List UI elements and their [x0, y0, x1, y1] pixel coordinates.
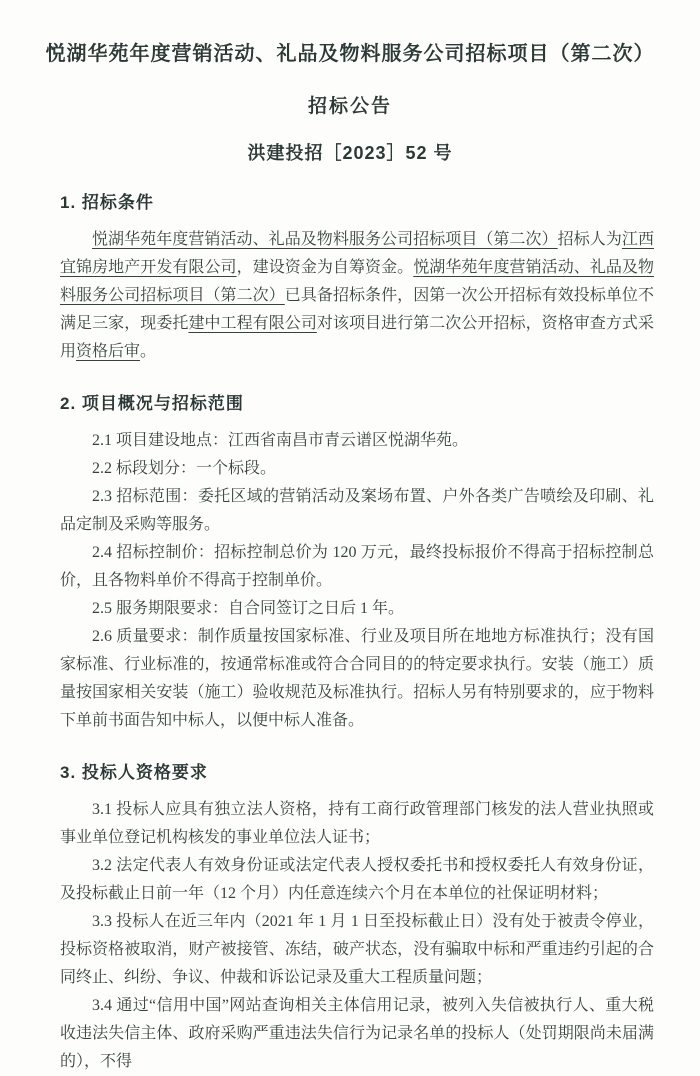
clause-3-1: 3.1 投标人应具有独立法人资格，持有工商行政管理部门核发的法人营业执照或事业单位登记机构核发的事业单位法人证书； [60, 801, 654, 846]
section-2-heading: 2. 项目概况与招标范围 [60, 394, 244, 413]
clause-2-6: 2.6 质量要求：制作质量按国家标准、行业及项目所在地地方标准执行；没有国家标准、行业标准的，按通常标准或符合合同目的的特定要求执行。安装（施工）质量按国家相关安装（施工）验收规范及标准执行。招标人另有特别要求的，应于物料下单前书面告知中标人，以便中标人准备。 [60, 628, 654, 729]
document-number: 洪建投招［2023］52 号 [247, 143, 453, 163]
section-3-heading: 3. 投标人资格要求 [60, 763, 208, 782]
document-title: 悦湖华苑年度营销活动、礼品及物料服务公司招标项目（第二次） [45, 43, 655, 65]
text-segment: 已具备招标条件，因第一次公开招标有效投标单位不满足三家，现委托 [60, 287, 654, 332]
text-segment: ，建设资金为自筹资金。 [236, 259, 414, 276]
clause-3-4: 3.4 通过“信用中国”网站查询相关主体信用记录，被列入失信被执行人、重大税收违法失信主体、政府采购严重违法失信行为记录名单的投标人（处罚期限尚未届满的），不得 [60, 997, 654, 1070]
clause-2-5: 2.5 服务期限要求：自合同签订之日后 1 年。 [92, 600, 405, 617]
clause-2-2: 2.2 标段划分：一个标段。 [92, 460, 277, 477]
project-name-underlined: 悦湖华苑年度营销活动、礼品及物料服务公司招标项目（第二次） [92, 231, 558, 248]
agency-name-underlined: 建中工程有限公司 [188, 315, 317, 332]
document-header [0, 0, 700, 165]
clause-3-3: 3.3 投标人在近三年内（2021 年 1 月 1 日至投标截止日）没有处于被责令停业，投标资格被取消，财产被接管、冻结，破产状态，没有骗取中标和严重违约引起的合同终止、纠纷、争议、仲裁和诉讼记录及重大工程质量问题； [60, 913, 654, 986]
text-segment: 对该项目进行第二次公开招标，资格审查方式采用 [60, 315, 654, 360]
text-segment: 。 [140, 343, 157, 360]
clause-2-1: 2.1 项目建设地点：江西省南昌市青云谱区悦湖华苑。 [92, 432, 469, 449]
clause-2-4: 2.4 招标控制价：招标控制总价为 120 万元，最终投标报价不得高于招标控制总价，且各物料单价不得高于控制单价。 [60, 544, 654, 589]
section-1-heading: 1. 招标条件 [60, 193, 154, 212]
project-name-underlined: 悦湖华苑年度营销活动、礼品及物料服务公司招标项目（第二次） [60, 259, 654, 304]
document-body [0, 188, 700, 1076]
qualification-method-underlined: 资格后审 [76, 343, 141, 360]
section-1-paragraph [60, 226, 654, 366]
text-segment: 招标人为 [557, 231, 622, 248]
tenderer-name-underlined: 江西宜锦房地产开发有限公司 [60, 231, 654, 276]
clause-3-2: 3.2 法定代表人有效身份证或法定代表人授权委托书和授权委托人有效身份证，及投标截止日前一年（12 个月）内任意连续六个月在本单位的社保证明材料； [60, 857, 654, 902]
clause-2-3: 2.3 招标范围：委托区域的营销活动及案场布置、户外各类广告喷绘及印刷、礼品定制及采购等服务。 [60, 488, 654, 533]
document-subtitle: 招标公告 [307, 96, 392, 117]
